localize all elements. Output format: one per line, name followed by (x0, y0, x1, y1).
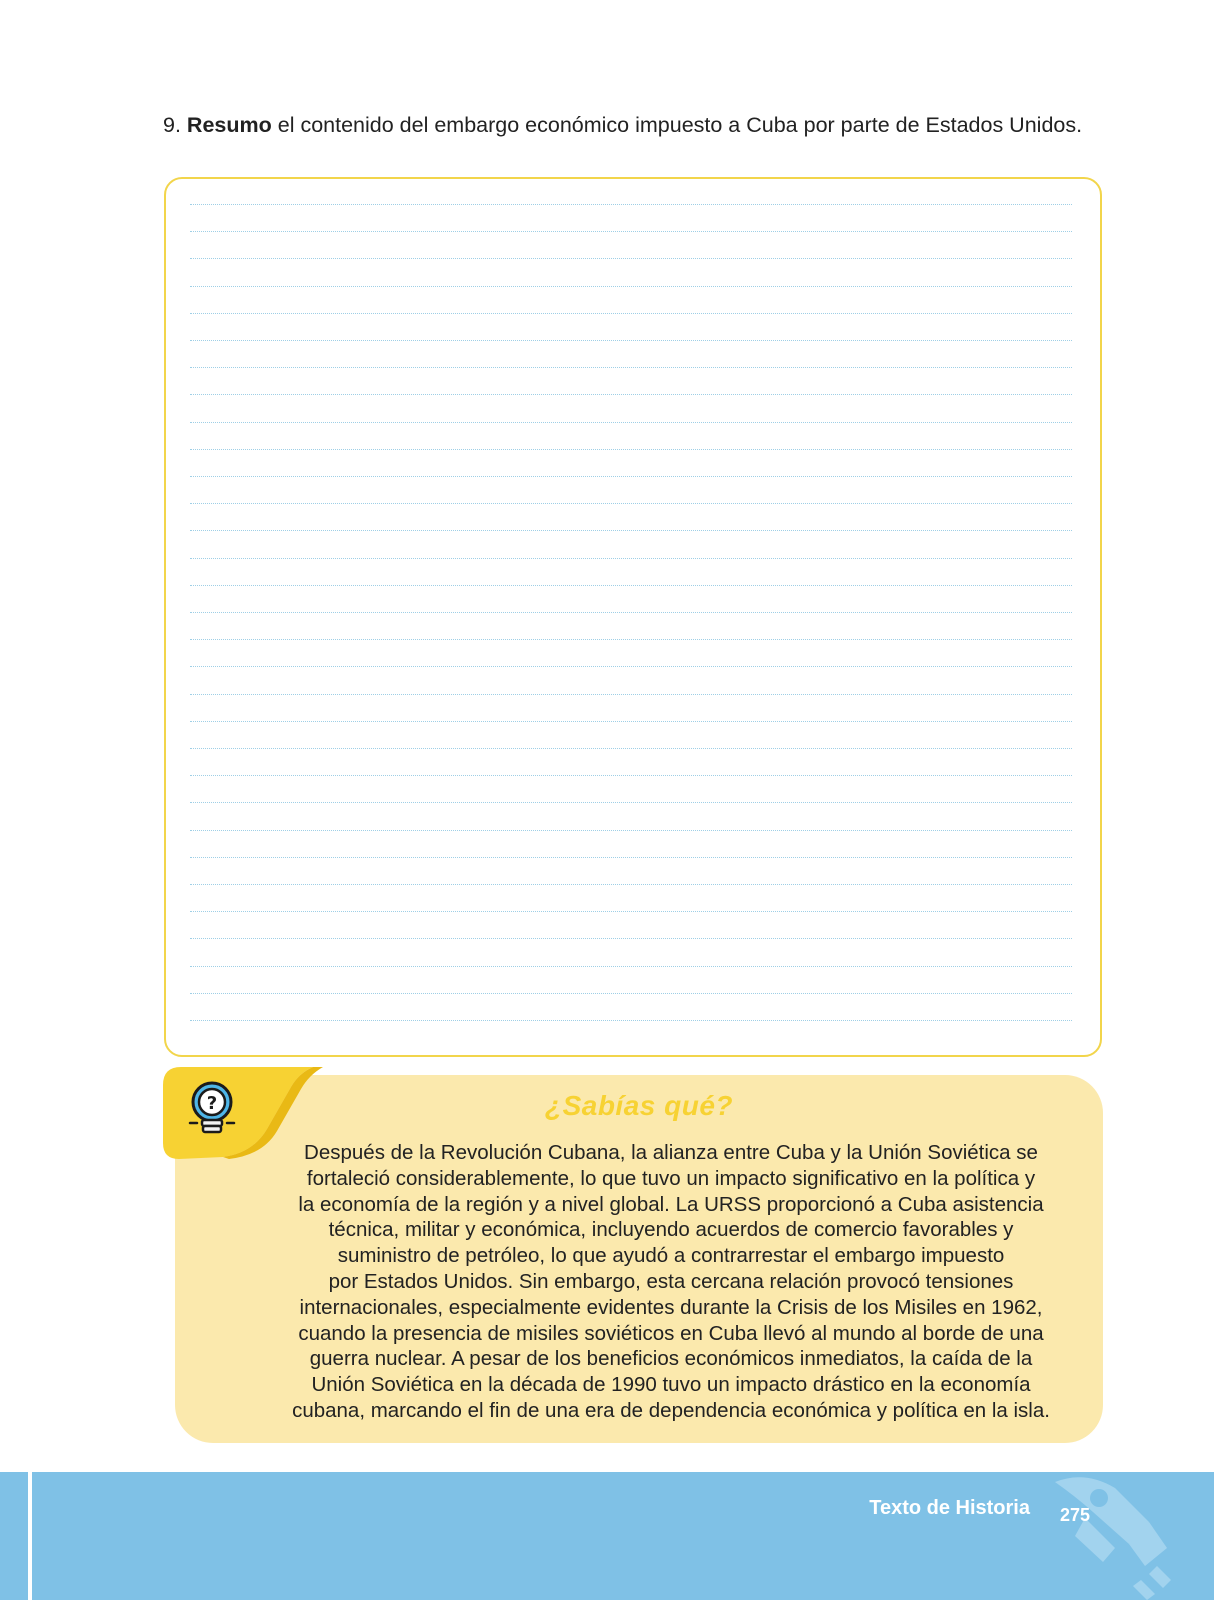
answer-line (190, 340, 1072, 341)
answer-writing-area[interactable] (164, 177, 1102, 1057)
answer-line (190, 748, 1072, 749)
answer-line (190, 993, 1072, 994)
answer-line (190, 367, 1072, 368)
info-line: Después de la Revolución Cubana, la alianza entre Cuba y la Unión Soviética se (304, 1141, 1038, 1164)
answer-line (190, 857, 1072, 858)
answer-line (190, 911, 1072, 912)
info-line: por Estados Unidos. Sin embargo, esta cercana relación provocó tensiones (328, 1269, 1014, 1293)
answer-line (190, 449, 1072, 450)
answer-line (190, 612, 1072, 613)
answer-line (190, 558, 1072, 559)
info-line: la economía de la región y a nivel global. La URSS proporcionó a Cuba asistencia (298, 1192, 1044, 1216)
answer-line (190, 830, 1072, 831)
answer-line (190, 530, 1072, 531)
rocket-icon (1045, 1462, 1180, 1600)
book-title: Texto de Historia (869, 1497, 1030, 1519)
answer-line (190, 639, 1072, 640)
answer-line (190, 775, 1072, 776)
answer-line (190, 721, 1072, 722)
answer-line (190, 313, 1072, 314)
answer-line (190, 585, 1072, 586)
answer-line (190, 422, 1072, 423)
answer-line (190, 476, 1072, 477)
footer-divider (28, 1472, 32, 1600)
answer-line (190, 694, 1072, 695)
info-line: suministro de petróleo, lo que ayudó a contrarrestar el embargo impuesto (337, 1244, 1005, 1268)
question-number: 9. (163, 113, 181, 137)
info-line: guerra nuclear. A pesar de los beneficios económicos inmediatos, la caída de la (309, 1347, 1033, 1371)
answer-line (190, 802, 1072, 803)
info-line: fortaleció considerablemente, lo que tuvo un impacto significativo en la política y (306, 1166, 1036, 1190)
info-line: internacionales, especialmente evidentes durante la Crisis de los Misiles en 1962, (299, 1295, 1043, 1319)
did-you-know-text (262, 1140, 1080, 1424)
did-you-know-title: ¿Sabías qué? (544, 1090, 734, 1121)
answer-line (190, 966, 1072, 967)
answer-line (190, 394, 1072, 395)
answer-line (190, 258, 1072, 259)
answer-line (190, 286, 1072, 287)
page-number: 275 (1059, 1505, 1091, 1525)
answer-line (190, 666, 1072, 667)
answer-line (190, 503, 1072, 504)
answer-line (190, 204, 1072, 205)
answer-line (190, 884, 1072, 885)
question-verb: Resumo (186, 113, 272, 137)
svg-text:?: ? (206, 1093, 218, 1114)
info-line: Unión Soviética en la década de 1990 tuvo un impacto drástico en la economía (311, 1373, 1031, 1397)
question-text: el contenido del embargo económico impuesto a Cuba por parte de Estados Unidos. (277, 113, 1083, 137)
info-line: técnica, militar y económica, incluyendo acuerdos de comercio favorables y (328, 1218, 1014, 1242)
question-prompt (163, 110, 1143, 140)
answer-line (190, 231, 1072, 232)
answer-line (190, 1020, 1072, 1021)
answer-line (190, 938, 1072, 939)
info-line: cuando la presencia de misiles soviéticos en Cuba llevó al mundo al borde de una (298, 1321, 1044, 1345)
page-footer (0, 1472, 1214, 1600)
info-line: cubana, marcando el fin de una era de dependencia económica y política en la isla. (292, 1398, 1050, 1422)
